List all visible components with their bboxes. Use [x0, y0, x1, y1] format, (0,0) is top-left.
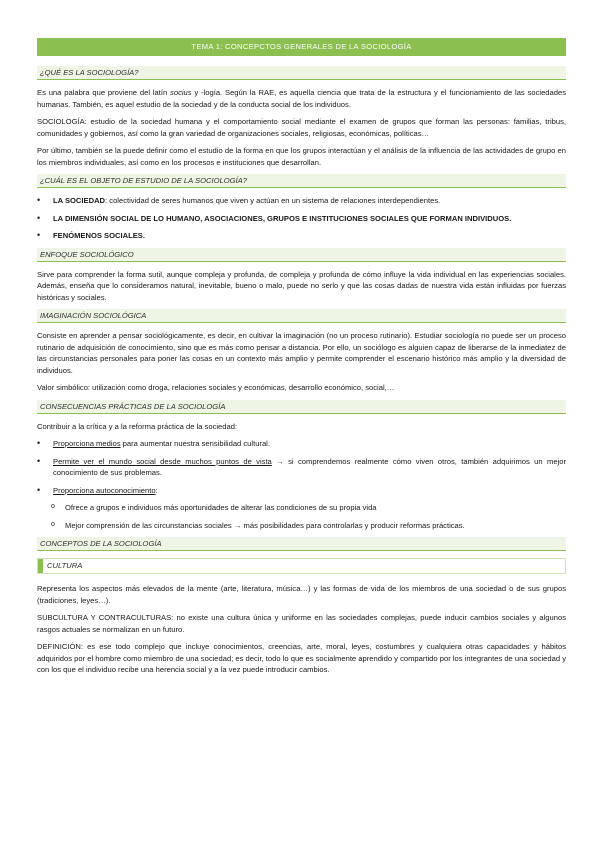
bullet-list [37, 438, 566, 531]
section-heading-conceptos: CONCEPTOS DE LA SOCIOLOGÍA [37, 537, 566, 551]
section-heading-que-es: ¿QUÉ ES LA SOCIOLOGÍA? [37, 66, 566, 80]
paragraph: SUBCULTURA Y CONTRACULTURAS: no existe una cultura única y uniforme en las sociedades complejas, puede inducir cambios sociales y algunos rasgos actuales se normalizan en un futuro. [37, 613, 566, 634]
paragraph: Consiste en aprender a pensar sociológicamente, es decir, en cultivar la imaginación (no un proceso rutinario). Estudiar sociología no puede ser un proceso rutinario de adquisición de conocimiento, sino que es más como pensar a distancia. Por ello, un sociólogo es alguien capaz de liberarse de la inmediatez de las circunstancias personales para poner las cosas en un contexto más amplio y permite comprender el escenario histórico más amplio y la diversidad de individuos. [37, 331, 566, 375]
document-page [37, 38, 566, 682]
subsection-title: CULTURA [47, 561, 83, 570]
bullet-list [37, 195, 566, 242]
list-item: • Permite ver el mundo social desde muchos puntos de vista → si comprendemos realmente cómo viven otros, también adquirimos un mejor conocimiento de sus problemas. [37, 456, 566, 479]
paragraph: Contribuir a la crítica y a la reforma práctica de la sociedad: [37, 421, 238, 431]
paragraph: Representa los aspectos más elevados de la mente (arte, literatura, música…) y las formas de vida de los miembros de una sociedad o de sus grupos (tradiciones, leyes…). [37, 584, 566, 605]
subsection-heading-cultura [37, 558, 566, 574]
section-heading-objeto: ¿CUÁL ES EL OBJETO DE ESTUDIO DE LA SOCIOLOGÍA? [37, 174, 566, 188]
section-heading-consecuencias: CONSECUENCIAS PRÁCTICAS DE LA SOCIOLOGÍA [37, 400, 566, 414]
list-item: • LA SOCIEDAD: colectividad de seres humanos que viven y actúan en un sistema de relaciones interdependientes. [37, 195, 566, 207]
sub-list-item: o Ofrece a grupos e individuos más oportunidades de alterar las condiciones de su propia vida [37, 502, 566, 514]
list-item: • Proporciona autoconocimiento: [37, 485, 566, 497]
list-item: • LA DIMENSIÓN SOCIAL DE LO HUMANO, ASOCIACIONES, GRUPOS E INSTITUCIONES SOCIALES QUE FORMAN INDIVIDUOS. [37, 213, 566, 225]
section-heading-enfoque: ENFOQUE SOCIOLÓGICO [37, 248, 566, 262]
sub-list-item: o Mejor comprensión de las circunstancias sociales → más posibilidades para controlarlas y producir reformas prácticas. [37, 520, 566, 532]
paragraph: SOCIOLOGÍA: estudio de la sociedad humana y el comportamiento social mediante el examen de grupos que forman las personas: familias, tribus, comunidades y gobiernos, así como la gran variedad de organizaciones sociales, religiosas, económicas, políticas… [37, 117, 566, 138]
list-item: • FENÓMENOS SOCIALES. [37, 230, 566, 242]
list-item: • Proporciona medios para aumentar nuestra sensibilidad cultural. [37, 438, 566, 450]
paragraph: Es una palabra que proviene del latín socius y -logía. Según la RAE, es aquella ciencia que trata de la estructura y el funcionamiento de las sociedades humanas. También, es aquel estudio de la sociedad y de la conducta social de los individuos. [37, 88, 566, 109]
document-title: TEMA 1: CONCEPCTOS GENERALES DE LA SOCIOLOGÍA [37, 38, 566, 56]
paragraph: Sirve para comprender la forma sutil, aunque compleja y profunda, de compleja y profunda de cómo influye la vida individual en las experiencias sociales. Además, enseña que lo consideramos natural, inevitable, bueno o malo, puede no serlo y que las cosas dadas de nuestra vida están influidas por fuerzas históricas y sociales. [37, 269, 566, 302]
section-heading-imaginacion: IMAGINACIÓN SOCIOLÓGICA [37, 309, 566, 323]
paragraph: DEFINICIÓN: es ese todo complejo que incluye conocimientos, creencias, arte, moral, leyes, costumbres y cualquiera otras capacidades y hábitos adquiridos por el hombre como miembro de una sociedad; es decir, todo lo que es socialmente aprendido y compartido por los integrantes de una sociedad y con los que el individuo recibe una herencia social y a la vez puede introducir cambios. [37, 642, 566, 674]
paragraph: Por último, también se la puede definir como el estudio de la forma en que los grupos interactúan y el análisis de la influencia de las actividades de grupo en los miembros individuales, así como en los procesos e instituciones que desarrollan. [37, 146, 566, 167]
paragraph: Valor simbólico: utilización como droga, relaciones sociales y económicas, desarrollo económico, social,… [37, 383, 395, 392]
